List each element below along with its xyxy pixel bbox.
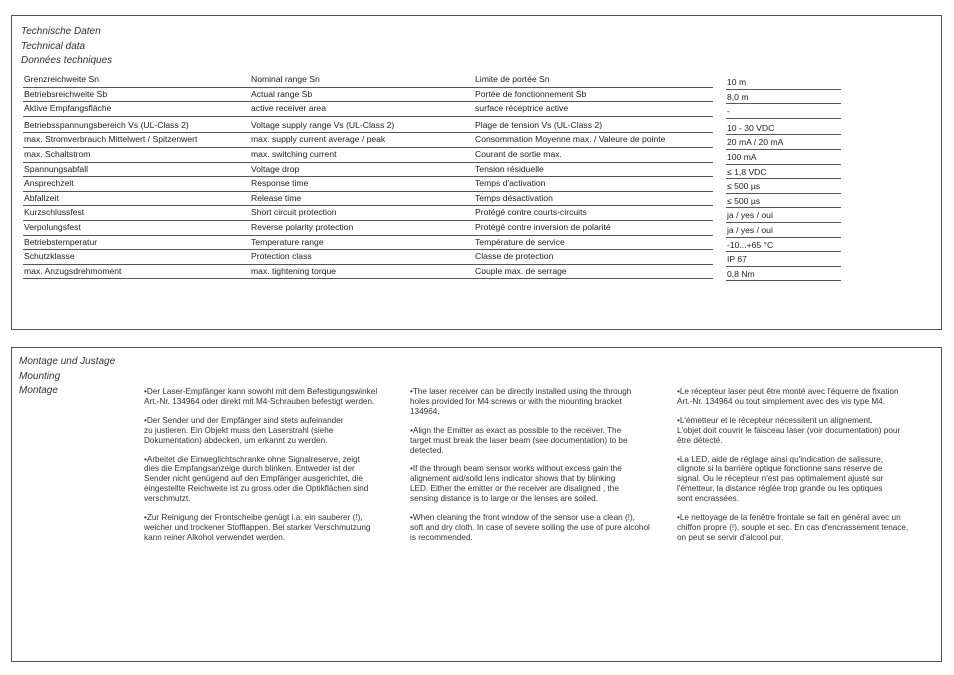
spec-label-en: Nominal range Sn (251, 74, 320, 84)
spec-label-de: Betriebsspannungsbereich Vs (UL-Class 2) (24, 119, 189, 130)
spec-label-fr: Tension résiduelle (475, 163, 544, 174)
spec-label-fr: Limite de portée Sn (475, 74, 550, 84)
spec-row (23, 265, 713, 280)
spec-label-en: Protection class (251, 251, 312, 262)
spec-row (23, 250, 713, 265)
spec-label-fr: Consommation Moyenne max. / Valeure de pointe (475, 134, 666, 145)
spec-label-fr: Temps désactivation (475, 192, 553, 203)
instruction-paragraph: •Zur Reinigung der Frontscheibe genügt i.a. ein sauberer (!), weicher und trockener Stofflappen. Bei starker Verschmutzung kann reiner Alkohol verwendet werden. (144, 513, 371, 542)
mounting-headings (19, 355, 115, 399)
instruction-paragraph: •When cleaning the front window of the sensor use a clean (!), soft and dry cloth. In case of severe soiling the use of pure alcohol is recommended. (410, 513, 650, 542)
spec-label-de: Kurzschlussfest (24, 207, 85, 218)
instruction-paragraph: •If the through beam sensor works without excess gain the alignement aid/soild lens indicator shows that by blinking LED. Either the emitter or the receiver are disaligned , the sensing distance is to large or the lenses are soiled. (410, 464, 622, 504)
mounting-text-de (144, 387, 406, 552)
instruction-paragraph: •Le récepteur laser peut être monté avec l'équerre de fixation Art.-Nr. 134964 ou tout simplement avec des vis type M4. (677, 387, 899, 406)
spec-table (23, 73, 713, 279)
technical-data-panel (11, 15, 942, 330)
heading-en: Mounting (19, 370, 61, 382)
spec-value (726, 121, 841, 136)
spec-label-fr: Protégé contre courts-circuits (475, 207, 587, 218)
instruction-paragraph: •La LED, aide de réglage ainsi qu'indication de salissure, clignote si la barrière optique fonctionne sans réserve de signal. Ou le récepteur n'est pas optimalement ajusté sur l'émetteur, la distance réglée trop grande ou les optiques sont encrassées. (677, 454, 884, 504)
instruction-paragraph: •Le nettoyage de la fenêtre frontale se fait en général avec un chiffon propre (!), souple et sec. En cas d'encrassement tenace, on peut se servir d'alcool pur. (677, 513, 909, 542)
spec-label-de: Ansprechzeit (24, 178, 74, 189)
spec-value-text: -10...+65 °C (727, 239, 774, 250)
spec-value-text: 10 m (727, 77, 747, 87)
spec-label-en: max. switching current (251, 148, 337, 159)
spec-row (23, 163, 713, 178)
spec-label-fr: Température de service (475, 236, 565, 247)
spec-row (23, 192, 713, 207)
instruction-paragraph: •Der Sender und der Empfänger sind stets aufeinander zu justieren. Ein Objekt muss den Laserstrahl (siehe Dokumentation) abdecken, um erkannt zu werden. (144, 415, 344, 445)
spec-row (23, 133, 713, 148)
spec-value (726, 179, 841, 194)
spec-value (726, 150, 841, 165)
spec-label-de: Abfallzeit (24, 192, 59, 203)
instruction-paragraph: •The laser receiver can be directly installed using the through holes provided for M4 screws or with the mounting bracket 134964. (410, 387, 632, 416)
spec-row (23, 236, 713, 251)
spec-value-text: ≤ 1,8 VDC (727, 166, 767, 177)
spec-value-text: IP 67 (727, 254, 747, 265)
spec-label-en: Short circuit protection (251, 207, 337, 218)
spec-value-text: 0,8 Nm (727, 268, 755, 279)
spec-label-de: max. Stromverbrauch Mittelwert / Spitzenwert (24, 134, 198, 145)
spec-label-en: Response time (251, 178, 309, 189)
heading-de: Technische Daten (21, 26, 101, 37)
spec-label-en: Voltage drop (251, 163, 300, 174)
heading-en: Technical data (21, 40, 86, 52)
spec-row (23, 206, 713, 221)
spec-value (726, 238, 841, 253)
mounting-text-en (410, 387, 672, 552)
spec-value (726, 75, 841, 90)
spec-row (23, 221, 713, 236)
spec-label-en: Release time (251, 192, 302, 203)
mounting-panel (11, 347, 942, 662)
technical-data-headings (21, 25, 112, 69)
spec-value (726, 194, 841, 209)
spec-value-text: ja / yes / oui (727, 210, 773, 221)
mounting-text-fr (677, 387, 939, 552)
spec-label-en: Reverse polarity protection (251, 221, 354, 232)
spec-value-text: ≤ 500 µs (727, 181, 761, 192)
spec-label-de: Aktive Empfangsfläche (24, 103, 112, 114)
spec-label-en: Voltage supply range Vs (UL-Class 2) (251, 119, 395, 130)
spec-value (726, 252, 841, 267)
spec-label-en: max. supply current average / peak (251, 134, 386, 145)
spec-value (726, 104, 841, 119)
spec-row (23, 73, 713, 88)
spec-label-de: Schutzklasse (24, 251, 75, 262)
spec-label-fr: Classe de protection (475, 251, 554, 262)
spec-label-de: max. Schaltstrom (24, 148, 91, 159)
spec-value-text: 100 mA (727, 151, 757, 162)
spec-label-fr: Temps d'activation (475, 178, 546, 189)
spec-value-text: - (727, 106, 730, 117)
spec-label-de: Betriebstemperatur (24, 236, 98, 247)
heading-fr: Montage (19, 385, 58, 396)
instruction-paragraph: •Align the Emitter as exact as possible to the receiver. The target must break the laser beam (see documentation) to be detected. (410, 425, 628, 455)
spec-label-de: Spannungsabfall (24, 163, 89, 174)
spec-value-text: 10 - 30 VDC (727, 122, 775, 133)
heading-de: Montage und Justage (19, 356, 116, 367)
spec-label-de: max. Anzugsdrehmoment (24, 265, 122, 276)
spec-label-en: Temperature range (251, 236, 324, 247)
spec-label-en: Actual range Sb (251, 88, 313, 99)
spec-label-fr: Portée de fonctionnement Sb (475, 88, 587, 99)
spec-label-fr: surface réceptrice active (475, 103, 569, 114)
spec-value (726, 267, 841, 282)
instruction-paragraph: •Arbeitet die Einweglichtschranke ohne Signalreserve, zeigt dies die Empfangsanzeige durch blinken. Entweder ist der Sender nicht genügend auf den Empfänger ausgerichtet, die eingestellte Reichweite ist zu gross oder die Optikflächen sind verschmutzt. (144, 454, 369, 504)
spec-label-fr: Couple max. de serrage (475, 265, 567, 276)
spec-value-text: 20 mA / 20 mA (727, 137, 784, 148)
spec-value (726, 135, 841, 150)
spec-value-text: ja / yes / oui (727, 224, 773, 235)
spec-row (23, 119, 713, 134)
instruction-paragraph: •L'émetteur et le récepteur nécessitent un alignement. L'objet doit couvrir le faisceau laser (voir documentation) pour être détecté. (677, 415, 901, 445)
spec-value-text: ≤ 500 µs (727, 195, 761, 206)
spec-label-en: max. tightening torque (251, 265, 337, 276)
spec-label-de: Verpolungsfest (24, 221, 81, 232)
spec-label-fr: Courant de sortie max. (475, 148, 562, 159)
spec-row (23, 88, 713, 103)
spec-value (726, 90, 841, 105)
spec-row (23, 177, 713, 192)
spec-value (726, 223, 841, 238)
spec-value (726, 165, 841, 180)
heading-fr: Données techniques (21, 55, 113, 66)
spec-row (23, 102, 713, 117)
spec-value-text: 8,0 m (727, 91, 749, 102)
spec-label-fr: Plage de tension Vs (UL-Class 2) (475, 119, 603, 130)
spec-label-en: active receiver area (251, 103, 326, 114)
spec-label-de: Grenzreichweite Sn (24, 74, 99, 84)
spec-value (726, 208, 841, 223)
spec-label-fr: Protégé contre inversion de polarité (475, 221, 611, 232)
spec-label-de: Betriebsreichweite Sb (24, 88, 108, 99)
instruction-paragraph: •Der Laser-Empfänger kann sowohl mit dem Befestigungswinkel Art.-Nr. 134964 oder direkt mit M4-Schrauben befestigt werden. (144, 387, 378, 406)
spec-row (23, 148, 713, 163)
spec-values (726, 75, 841, 281)
